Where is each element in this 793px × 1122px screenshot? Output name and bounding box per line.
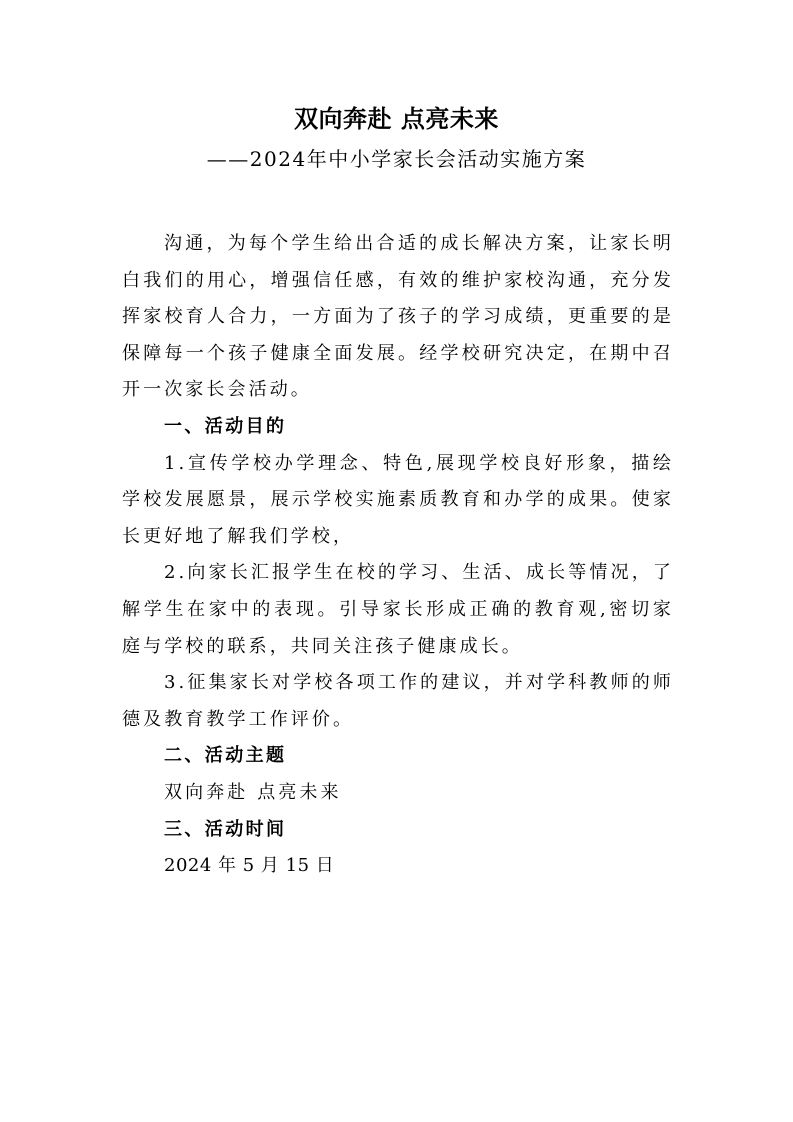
purpose-item-2: 2.向家长汇报学生在校的学习、生活、成长等情况，了解学生在家中的表现。引导家长形成正确的教育观,密切家庭与学校的联系，共同关注孩子健康成长。	[122, 562, 674, 657]
intro-paragraph: 沟通，为每个学生给出合适的成长解决方案，让家长明白我们的用心，增强信任感，有效的维护家校沟通，充分发挥家校育人合力，一方面为了孩子的学习成绩，更重要的是保障每一个孩子健康全面发展。经学校研究决定，在期中召开一次家长会活动。	[122, 233, 674, 401]
section-heading-purpose: 一、活动目的	[164, 415, 287, 437]
purpose-item-3: 3.征集家长对学校各项工作的建议，并对学科教师的师德及教育教学工作评价。	[122, 672, 674, 730]
document-body	[122, 226, 674, 885]
section-heading-time: 三、活动时间	[164, 818, 287, 840]
document-title: 双向奔赴 点亮未来	[294, 105, 499, 133]
section-heading-theme: 二、活动主题	[164, 745, 287, 767]
purpose-item-1: 1.宣传学校办学理念、特色,展现学校良好形象，描绘学校发展愿景，展示学校实施素质教育和办学的成果。使家长更好地了解我们学校，	[122, 452, 674, 547]
time-content: 2024 年 5 月 15 日	[164, 855, 335, 877]
document-subtitle: ——2024年中小学家长会活动实施方案	[206, 147, 587, 171]
theme-content: 双向奔赴 点亮未来	[164, 781, 342, 803]
